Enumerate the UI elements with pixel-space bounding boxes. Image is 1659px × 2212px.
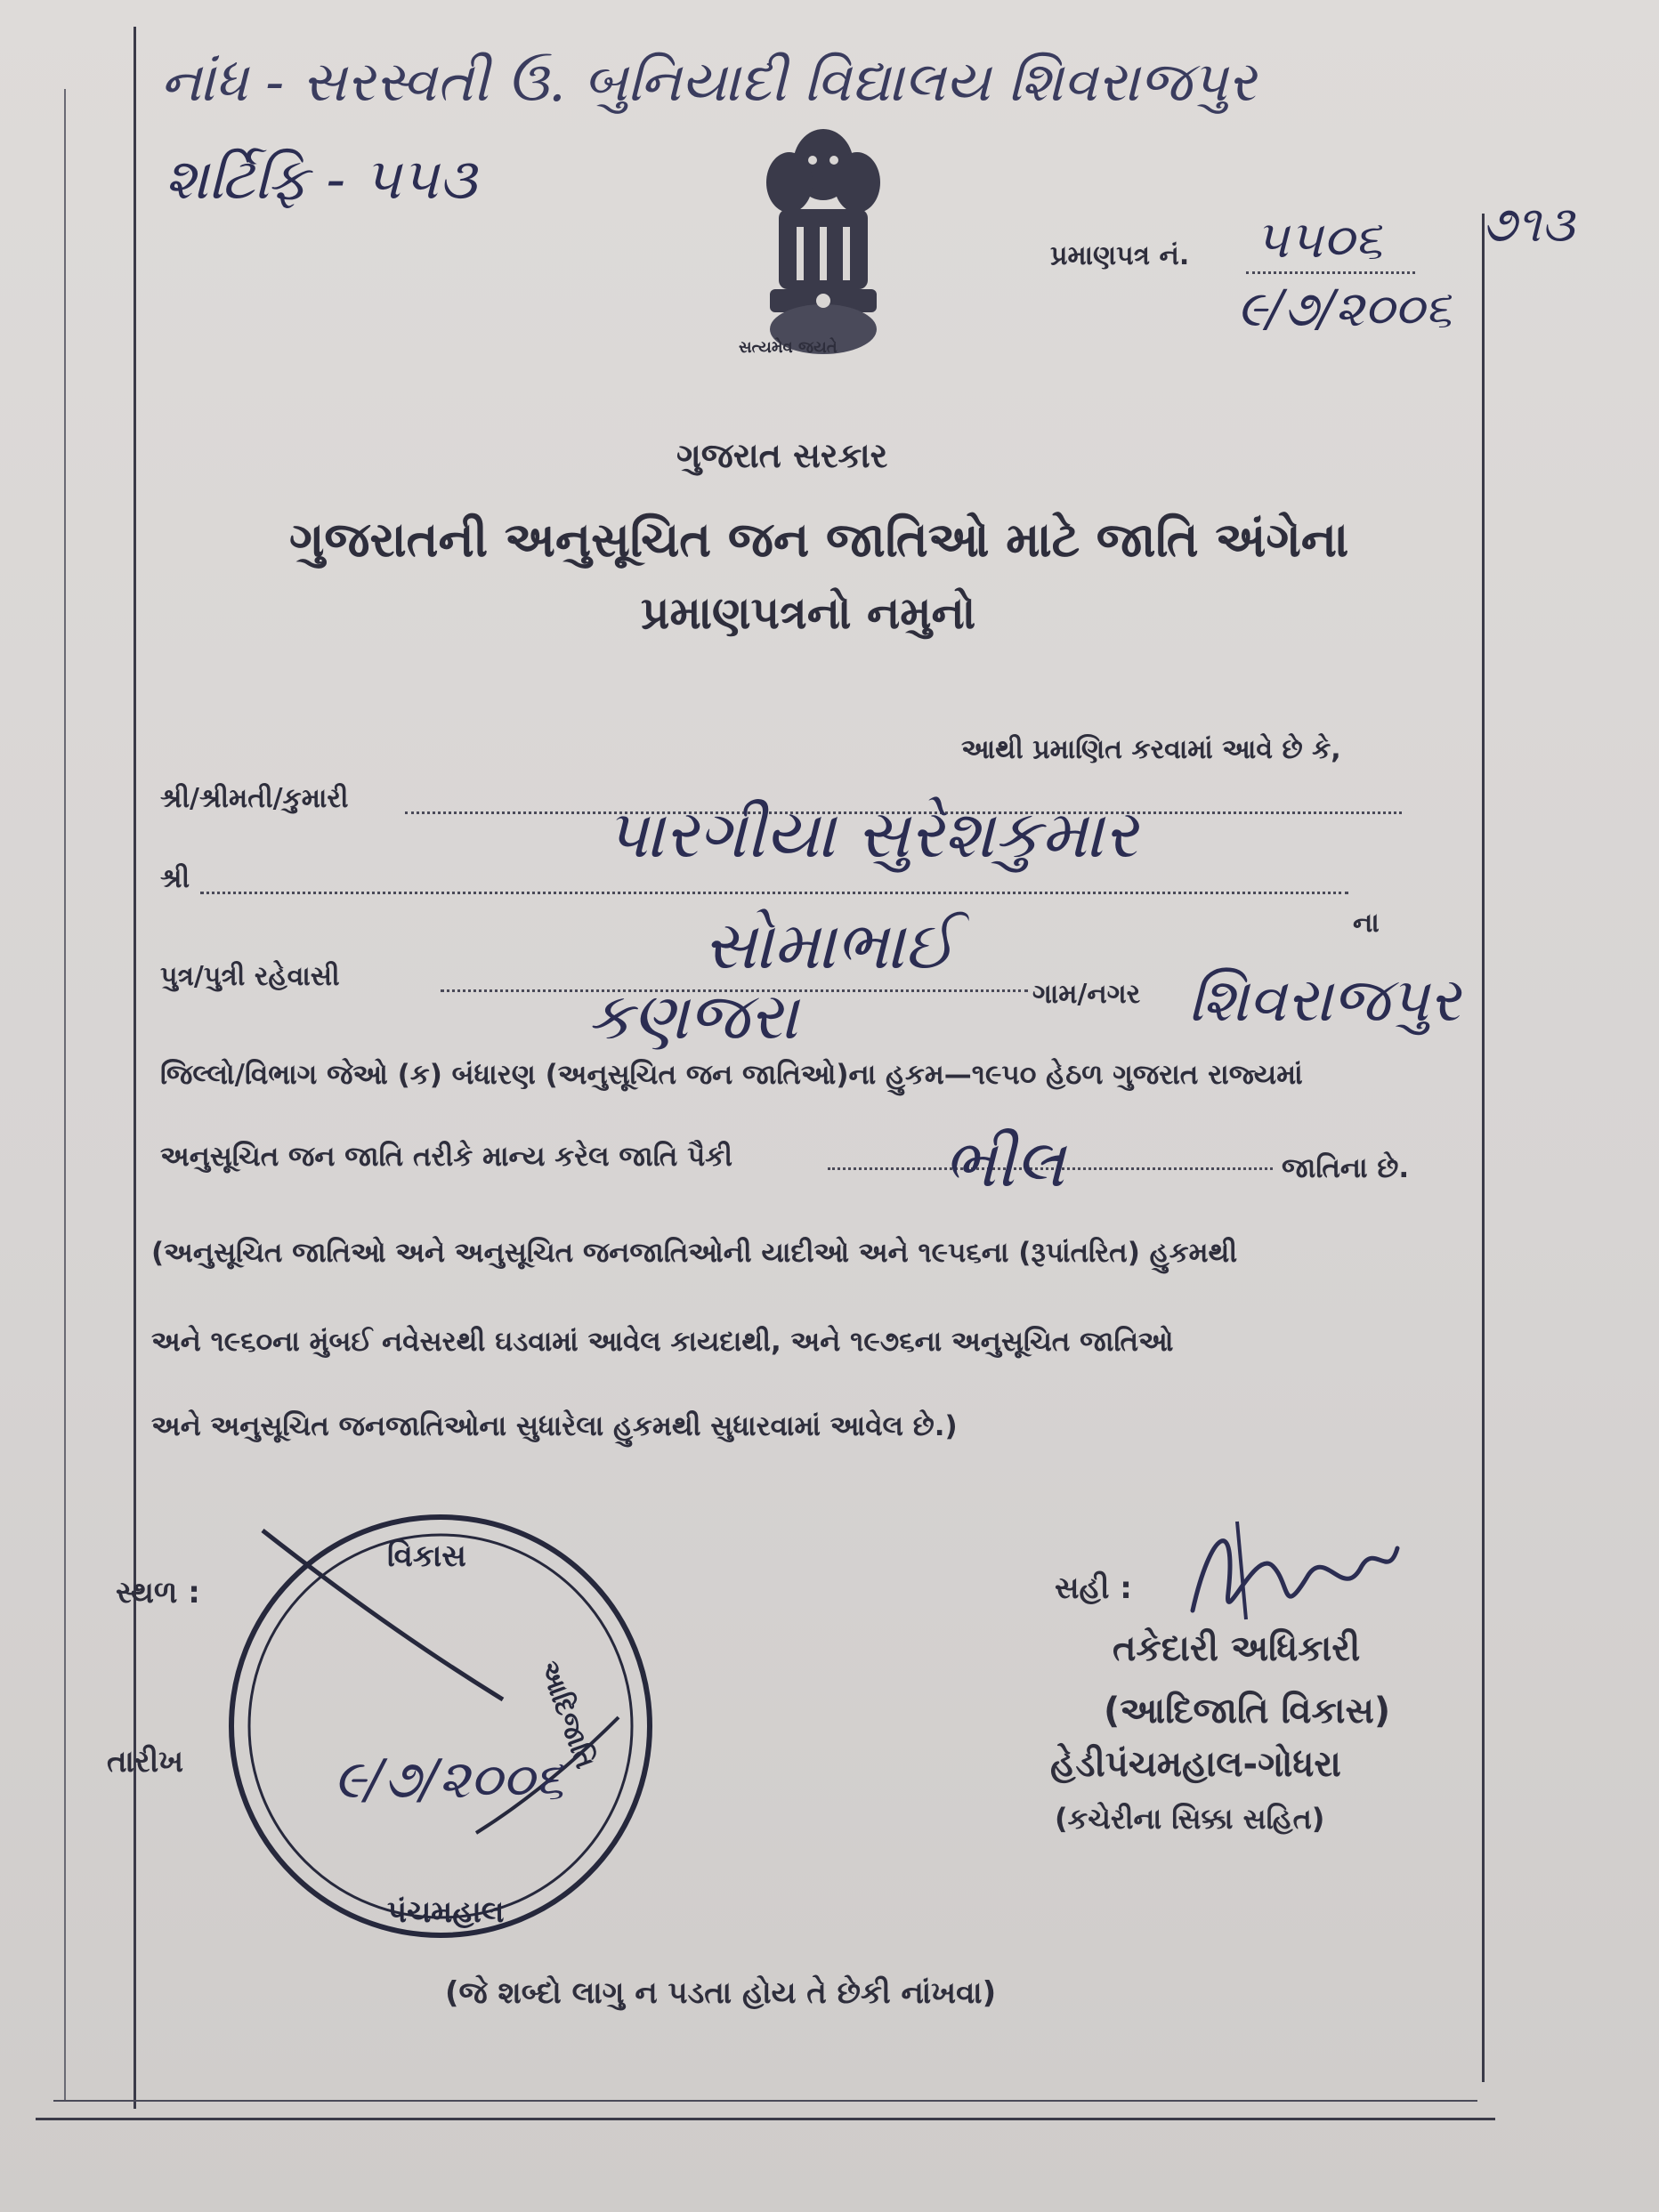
certify-intro: આથી પ્રમાણિત કરવામાં આવે છે કે, — [961, 734, 1341, 765]
seal-ring-bottom: પંચમહાલ — [387, 1894, 505, 1930]
father-name: સોમાભાઈ — [703, 908, 956, 984]
suffix-na: ના — [1353, 908, 1380, 939]
government-name: ગુજરાત સરકાર — [676, 436, 888, 475]
village-name: કણજરા — [587, 979, 798, 1054]
amendment-para-line1: (અનુસૂચિત જાતિઓ અને અનુસૂચિત જનજાતિઓની યાદીઓ અને ૧૯૫૬ના (રૂપાંતરિત) હુકમથી — [151, 1237, 1238, 1269]
cert-number-value: ૫૫૦૬ — [1255, 209, 1383, 270]
page-border-bottom-inner — [53, 2100, 1477, 2102]
amendment-para-line3: અને અનુસૂચિત જનજાતિઓના સુધારેલા હુકમથી સુધારવામાં આવેલ છે.) — [151, 1410, 958, 1442]
strike-note: (જે શબ્દો લાગુ ન પડતા હોય તે છેકી નાંખવા) — [445, 1975, 997, 2011]
emblem-caption: સત્યમેવ જયતે — [739, 338, 838, 357]
caste-line-prefix: અનુસૂચિત જન જાતિ તરીકે માન્ય કરેલ જાતિ પૈકી — [160, 1141, 732, 1173]
office-seal-stamp — [209, 1495, 672, 1958]
caste-line-suffix: જાતિના છે. — [1282, 1152, 1410, 1184]
place-label: સ્થળ : — [116, 1575, 200, 1611]
office-seal-note: (કચેરીના સિક્કા સહિત) — [1055, 1802, 1325, 1836]
officer-title: તકેદારી અધિકારી — [1113, 1628, 1361, 1669]
officer-signature-icon — [1175, 1495, 1406, 1646]
officer-office: હેડીપંચમહાલ-ગોધરા — [1050, 1744, 1341, 1785]
seal-ring-top: વિકાસ — [387, 1538, 466, 1574]
officer-department: (આદિજાતિ વિકાસ) — [1104, 1691, 1391, 1732]
page-border-outer-left — [64, 89, 66, 2100]
label-name-title: શ્રી/શ્રીમતી/કુમારી — [160, 783, 349, 814]
handwritten-margin-number: ૭૧૩ — [1482, 196, 1574, 254]
cert-number-dots — [1246, 271, 1415, 274]
handwritten-school-note: નાંધ - સરસ્વતી ઉ. બુનિયાદી વિદ્યાલય શિવરાજપુર — [160, 49, 1257, 114]
label-shri: શ્રી — [160, 863, 190, 894]
seal-handwritten-date: ૯/૭/૨૦૦૬ — [334, 1748, 564, 1811]
signature-label: સહી : — [1055, 1570, 1132, 1606]
page-border-left — [134, 27, 136, 2109]
seal-ring-right: આદિજાતિ — [532, 1657, 601, 1773]
candidate-name: પારગીયા સુરેશકુમાર — [605, 796, 1137, 873]
label-town: ગામ/નગર — [1032, 979, 1141, 1010]
label-son-resident: પુત્ર/પુત્રી રહેવાસી — [160, 961, 340, 992]
page-border-bottom — [36, 2118, 1495, 2120]
cert-number-label: પ્રમાણપત્ર નં. — [1050, 240, 1190, 271]
date-label: તારીખ — [107, 1744, 184, 1780]
cert-issue-date: ૯/૭/૨૦૦૬ — [1237, 280, 1453, 338]
order-line: જિલ્લો/વિભાગ જેઓ (ક) બંધારણ (અનુસૂચિત જન જાતિઓ)ના હુકમ—૧૯૫૦ હેઠળ ગુજરાત રાજ્યમાં — [160, 1059, 1303, 1091]
town-name: શિવરાજપુર — [1188, 965, 1461, 1036]
caste-name: ભીલ — [943, 1126, 1065, 1202]
handwritten-serial-note: શર્ટિફિ - ૫૫૩ — [165, 147, 477, 213]
certificate-title-line1: ગુજરાતની અનુસૂચિત જન જાતિઓ માટે જાતિ અંગેના — [289, 512, 1349, 568]
father-dots — [200, 892, 1348, 894]
page-border-right — [1482, 214, 1485, 2082]
amendment-para-line2: અને ૧૯૬૦ના મુંબઈ નવેસરથી ઘડવામાં આવેલ કાયદાથી, અને ૧૯૭૬ના અનુસૂચિત જાતિઓ — [151, 1326, 1174, 1358]
certificate-title-line2: પ્રમાણપત્રનો નમુનો — [641, 587, 976, 639]
